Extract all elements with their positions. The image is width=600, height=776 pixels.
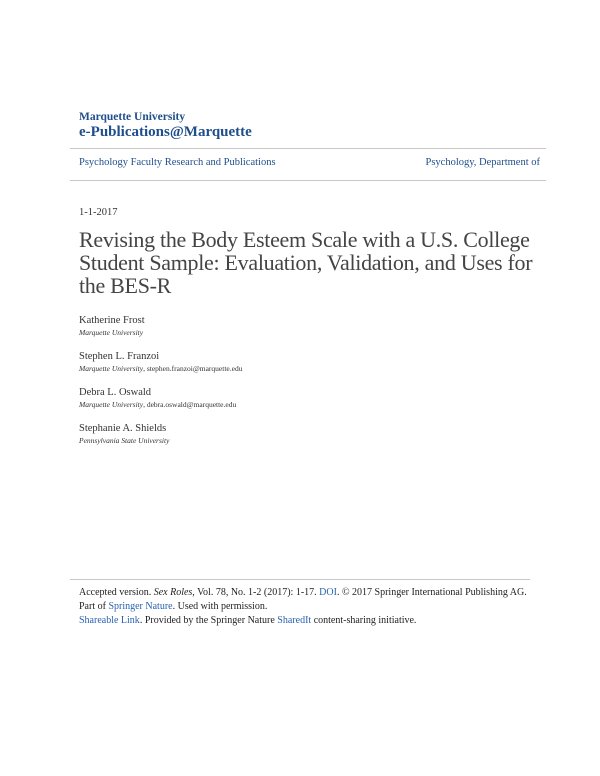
department-link[interactable]: Psychology, Department of: [425, 157, 540, 168]
author-name: Stephen L. Franzoi: [79, 351, 160, 362]
author-name: Stephanie A. Shields: [79, 423, 167, 434]
accepted-text: Accepted version.: [79, 587, 154, 598]
top-divider: [70, 148, 546, 149]
author-institution: Marquette University: [79, 400, 144, 409]
repository-header: [79, 111, 252, 141]
doi-link[interactable]: DOI: [319, 587, 337, 598]
collection-nav: [79, 157, 540, 168]
provided-by-text: . Provided by the Springer Nature: [139, 615, 278, 626]
author-entry: [79, 386, 539, 410]
author-affiliation: [79, 364, 539, 374]
permission-text: . Used with permission.: [172, 601, 268, 612]
author-entry: [79, 314, 539, 338]
university-name: Marquette University: [79, 111, 186, 123]
author-email: , debra.oswald@marquette.edu: [143, 400, 237, 409]
author-affiliation: [79, 400, 539, 410]
collection-link[interactable]: Psychology Faculty Research and Publications: [79, 157, 276, 168]
author-institution: Marquette University: [79, 328, 144, 337]
author-email: , stephen.franzoi@marquette.edu: [143, 364, 243, 373]
author-institution: Pennsylvania State University: [79, 436, 170, 445]
author-affiliation: [79, 436, 539, 446]
publication-date: 1-1-2017: [79, 207, 118, 218]
citation-text: , Vol. 78, No. 1-2 (2017): 1-17.: [192, 587, 320, 598]
author-name: Katherine Frost: [79, 315, 145, 326]
author-entry: [79, 350, 539, 374]
author-name: Debra L. Oswald: [79, 387, 152, 398]
nav-divider: [70, 180, 546, 181]
footer-divider: [70, 579, 530, 580]
sharedit-link[interactable]: SharedIt: [277, 615, 312, 626]
paper-title: Revising the Body Esteem Scale with a U.S. College Student Sample: Evaluation, Validation, and Uses for the BES-R: [79, 227, 533, 298]
author-entry: [79, 422, 539, 446]
repository-name: e-Publications@Marquette: [79, 124, 252, 140]
citation-footer: [79, 586, 529, 628]
author-list: [79, 314, 539, 458]
author-affiliation: [79, 328, 539, 338]
shareable-link[interactable]: Shareable Link: [79, 615, 140, 626]
springer-nature-link[interactable]: Springer Nature: [108, 601, 173, 612]
copyright-text: . © 2017 Springer International Publishing AG. Part of: [79, 587, 527, 612]
author-institution: Marquette University: [79, 364, 144, 373]
initiative-text: content-sharing initiative.: [311, 615, 417, 626]
journal-name: Sex Roles: [153, 587, 193, 598]
